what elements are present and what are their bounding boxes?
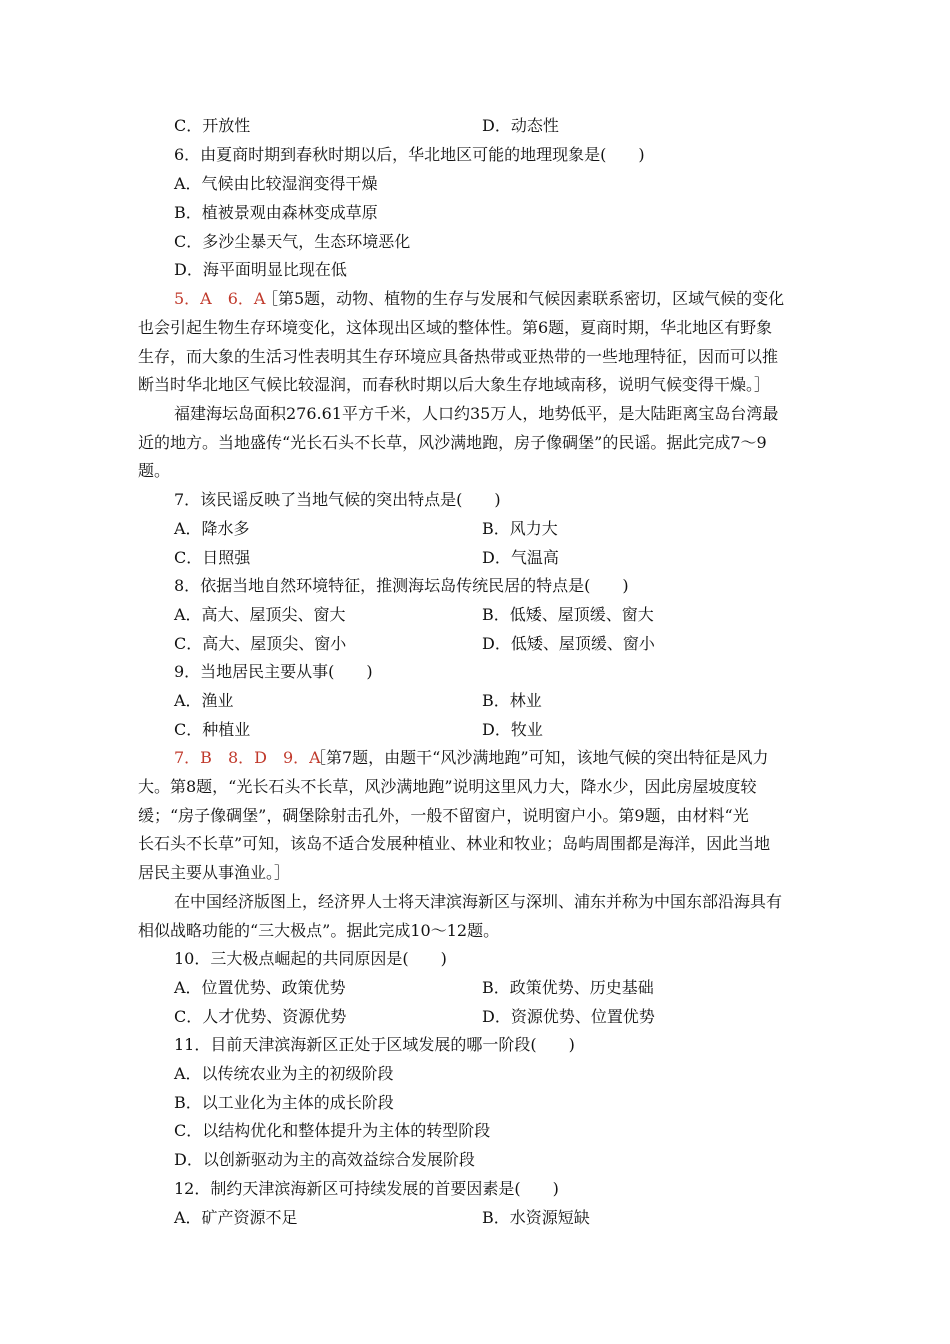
material-7-9-line-3 xyxy=(0,456,950,485)
answer-7-9-key: 7．B 8．D 9．A xyxy=(174,748,321,767)
q11-stem xyxy=(0,1030,950,1059)
q10-stem-text: 10．三大极点崛起的共同原因是( ) xyxy=(174,949,447,968)
q9-option-d: D．牧业 xyxy=(482,720,543,739)
q10-option-d: D．资源优势、位置优势 xyxy=(482,1007,655,1026)
q7-option-d: D．气温高 xyxy=(482,548,559,567)
answer-7-9-text-2: 大。第8题，“光长石头不长草，风沙满地跑”说明这里风力大，降水少，因此房屋坡度较 xyxy=(138,777,757,796)
q12-stem xyxy=(0,1174,950,1203)
material-7-9-line-1 xyxy=(0,399,950,428)
q10-options-row-1 xyxy=(0,973,950,1002)
answer-5-6-line-1 xyxy=(0,284,950,313)
answer-7-9-line-4 xyxy=(0,829,950,858)
material-10-12-line-2 xyxy=(0,916,950,945)
answer-5-6-key: 5．A 6．A xyxy=(174,289,266,308)
answer-7-9-line-2 xyxy=(0,772,950,801)
q6-option-a xyxy=(0,169,950,198)
q6-option-b-text: B．植被景观由森林变成草原 xyxy=(174,203,378,222)
material-7-9-text-2: 近的地方。当地盛传“光长石头不长草，风沙满地跑，房子像碉堡”的民谣。据此完成7～9 xyxy=(138,433,767,452)
q12-option-a: A．矿产资源不足 xyxy=(174,1208,298,1227)
answer-7-9-line-5 xyxy=(0,858,950,887)
q6-stem-text: 6．由夏商时期到春秋时期以后，华北地区可能的地理现象是( ) xyxy=(174,145,645,164)
q9-stem-text: 9．当地居民主要从事( ) xyxy=(174,662,373,681)
answer-5-6-text-3: 生存，而大象的生活习性表明其生存环境应具备热带或亚热带的一些地理特征，因而可以推 xyxy=(138,347,779,366)
answer-5-6-text-1: ［第5题，动物、植物的生存与发展和气候因素联系密切，区域气候的变化 xyxy=(262,289,785,308)
answer-7-9-text-5: 居民主要从事渔业。］ xyxy=(138,863,291,882)
answer-5-6-text-2: 也会引起生物生存环境变化，这体现出区域的整体性。第6题，夏商时期，华北地区有野象 xyxy=(138,318,773,337)
q10-option-b: B．政策优势、历史基础 xyxy=(482,978,654,997)
q12-option-b: B．水资源短缺 xyxy=(482,1208,590,1227)
answer-5-6-line-2 xyxy=(0,313,950,342)
q5-option-c: C．开放性 xyxy=(174,116,251,135)
q6-stem xyxy=(0,140,950,169)
q7-stem-text: 7．该民谣反映了当地气候的突出特点是( ) xyxy=(174,490,501,509)
q11-option-c xyxy=(0,1116,950,1145)
q9-option-b: B．林业 xyxy=(482,691,542,710)
q5-option-d: D．动态性 xyxy=(482,116,559,135)
q10-option-a: A．位置优势、政策优势 xyxy=(174,978,346,997)
q9-options-row-1 xyxy=(0,686,950,715)
q11-option-c-text: C．以结构优化和整体提升为主体的转型阶段 xyxy=(174,1121,491,1140)
q8-option-b: B．低矮、屋顶缓、窗大 xyxy=(482,605,654,624)
q11-option-a xyxy=(0,1059,950,1088)
q7-option-b: B．风力大 xyxy=(482,519,558,538)
q9-stem xyxy=(0,657,950,686)
q10-options-row-2 xyxy=(0,1002,950,1031)
q8-option-d: D．低矮、屋顶缓、窗小 xyxy=(482,634,655,653)
material-10-12-line-1 xyxy=(0,887,950,916)
material-7-9-text-1: 福建海坛岛面积276.61平方千米，人口约35万人，地势低平，是大陆距离宝岛台湾最 xyxy=(174,404,779,423)
answer-5-6-text-4: 断当时华北地区气候比较湿润，而春秋时期以后大象生存地域南移，说明气候变得干燥。］ xyxy=(138,375,771,394)
q11-option-d-text: D．以创新驱动为主的高效益综合发展阶段 xyxy=(174,1150,475,1169)
q5-options-row xyxy=(0,111,950,140)
q6-option-d xyxy=(0,255,950,284)
q9-option-a: A．渔业 xyxy=(174,691,234,710)
answer-7-9-line-1 xyxy=(0,743,950,772)
answer-5-6-line-4 xyxy=(0,370,950,399)
q7-stem xyxy=(0,485,950,514)
q7-option-c: C．日照强 xyxy=(174,548,251,567)
q6-option-d-text: D．海平面明显比现在低 xyxy=(174,260,347,279)
q12-options-row-1 xyxy=(0,1203,950,1232)
material-7-9-text-3: 题。 xyxy=(138,461,171,480)
q8-options-row-2 xyxy=(0,629,950,658)
q11-option-b-text: B．以工业化为主体的成长阶段 xyxy=(174,1093,394,1112)
answer-5-6-line-3 xyxy=(0,342,950,371)
q7-option-a: A．降水多 xyxy=(174,519,250,538)
material-10-12-text-2: 相似战略功能的“三大极点”。据此完成10～12题。 xyxy=(138,921,500,940)
q8-stem xyxy=(0,571,950,600)
q11-stem-text: 11．目前天津滨海新区正处于区域发展的哪一阶段( ) xyxy=(174,1035,575,1054)
q11-option-d xyxy=(0,1145,950,1174)
q9-options-row-2 xyxy=(0,715,950,744)
q11-option-a-text: A．以传统农业为主的初级阶段 xyxy=(174,1064,394,1083)
material-7-9-line-2 xyxy=(0,428,950,457)
answer-7-9-text-3: 缓；“房子像碉堡”，碉堡除射击孔外，一般不留窗户，说明窗户小。第9题，由材料“光 xyxy=(138,806,749,825)
answer-7-9-text-4: 长石头不长草”可知，该岛不适合发展种植业、林业和牧业；岛屿周围都是海洋，因此当地 xyxy=(138,834,771,853)
q8-options-row-1 xyxy=(0,600,950,629)
q6-option-b xyxy=(0,198,950,227)
q6-option-c-text: C．多沙尘暴天气，生态环境恶化 xyxy=(174,232,411,251)
q10-option-c: C．人才优势、资源优势 xyxy=(174,1007,347,1026)
q8-option-a: A．高大、屋顶尖、窗大 xyxy=(174,605,346,624)
answer-7-9-text-1: ［第7题，由题干“风沙满地跑”可知，该地气候的突出特征是风力 xyxy=(310,748,769,767)
q9-option-c: C．种植业 xyxy=(174,720,251,739)
q7-options-row-2 xyxy=(0,543,950,572)
q12-stem-text: 12．制约天津滨海新区可持续发展的首要因素是( ) xyxy=(174,1179,559,1198)
q8-stem-text: 8．依据当地自然环境特征，推测海坛岛传统民居的特点是( ) xyxy=(174,576,629,595)
answer-7-9-line-3 xyxy=(0,801,950,830)
q6-option-a-text: A．气候由比较湿润变得干燥 xyxy=(174,174,378,193)
q10-stem xyxy=(0,944,950,973)
q7-options-row-1 xyxy=(0,514,950,543)
material-10-12-text-1: 在中国经济版图上，经济界人士将天津滨海新区与深圳、浦东并称为中国东部沿海具有 xyxy=(174,892,783,911)
q8-option-c: C．高大、屋顶尖、窗小 xyxy=(174,634,347,653)
q11-option-b xyxy=(0,1088,950,1117)
q6-option-c xyxy=(0,227,950,256)
